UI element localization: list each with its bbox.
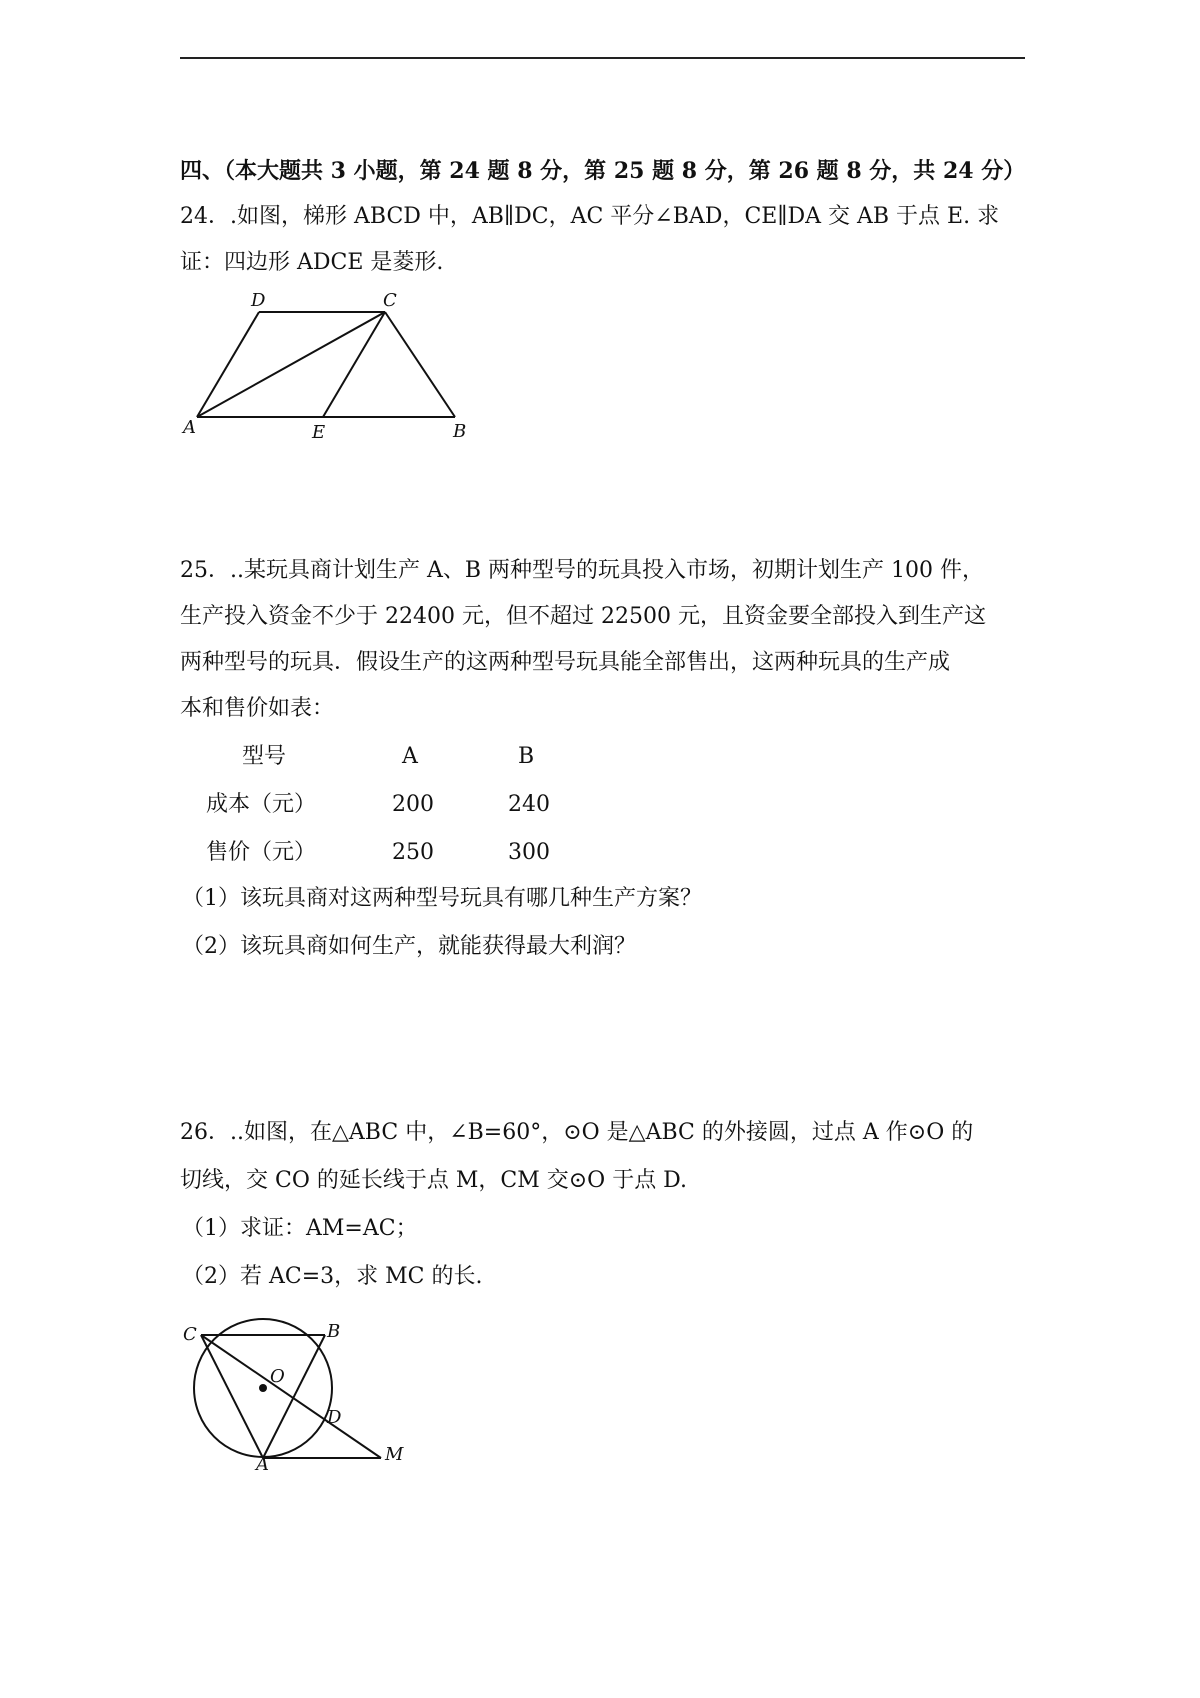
q26-text-line2: 切线，交 CO 的延长线于点 M，CM 交⊙O 于点 D. xyxy=(180,1168,688,1193)
q26-label-O: O xyxy=(270,1366,285,1387)
q24-segment-CE xyxy=(323,312,385,417)
q26-label-D: D xyxy=(327,1407,342,1428)
q24-trapezoid-figure xyxy=(175,290,485,440)
q25-text-line3: 两种型号的玩具．假设生产的这两种型号玩具能全部售出，这两种玩具的生产成 xyxy=(180,650,951,675)
table-row-price-b: 300 xyxy=(508,840,550,865)
q26-label-B: B xyxy=(327,1321,341,1342)
q24-label-D: D xyxy=(251,290,266,311)
q26-segment-CM xyxy=(201,1335,381,1458)
q25-sub1: （1）该玩具商对这两种型号玩具有哪几种生产方案？ xyxy=(182,886,702,911)
table-row-price-label: 售价（元） xyxy=(206,840,317,865)
q26-label-M: M xyxy=(385,1444,404,1465)
table-row-cost-a: 200 xyxy=(392,792,434,817)
q26-center-O xyxy=(259,1384,267,1392)
q26-circle-figure xyxy=(175,1310,435,1470)
q25-text-line1: 25．..某玩具商计划生产 A、B 两种型号的玩具投入市场，初期计划生产 100 件， xyxy=(180,558,985,583)
q26-label-C: C xyxy=(183,1324,197,1345)
q24-edge-CB xyxy=(385,312,455,417)
table-row-cost-label: 成本（元） xyxy=(206,792,317,817)
q26-edge-CA xyxy=(201,1335,263,1458)
q24-label-A: A xyxy=(183,417,196,438)
table-header-model: 型号 xyxy=(242,744,287,769)
table-row-price-a: 250 xyxy=(392,840,434,865)
q24-label-C: C xyxy=(383,290,397,311)
table-row-cost-b: 240 xyxy=(508,792,550,817)
top-rule xyxy=(180,57,1025,59)
table-header-b: B xyxy=(518,744,535,769)
q24-label-E: E xyxy=(312,422,326,440)
q24-edge-AD xyxy=(197,312,259,417)
q26-label-A: A xyxy=(256,1454,269,1470)
table-header-a: A xyxy=(402,744,418,769)
q24-label-B: B xyxy=(453,421,467,440)
q26-sub2: （2）若 AC=3，求 MC 的长. xyxy=(182,1264,483,1289)
section-heading: 四、（本大题共 3 小题，第 24 题 8 分，第 25 题 8 分，第 26 题 8 分，共 24 分） xyxy=(180,158,1026,184)
q25-text-line2: 生产投入资金不少于 22400 元，但不超过 22500 元，且资金要全部投入到生产这 xyxy=(180,604,986,629)
q26-text-line1: 26．..如图，在△ABC 中，∠B=60°，⊙O 是△ABC 的外接圆，过点 A 作⊙O 的 xyxy=(180,1120,974,1145)
q25-sub2: （2）该玩具商如何生产，就能获得最大利润？ xyxy=(182,934,636,959)
q26-sub1: （1）求证：AM=AC； xyxy=(182,1216,418,1241)
q24-text-line2: 证：四边形 ADCE 是菱形. xyxy=(180,250,444,275)
q25-text-line4: 本和售价如表： xyxy=(180,696,335,721)
q26-edge-BA xyxy=(263,1335,325,1458)
q24-text-line1: 24．.如图，梯形 ABCD 中，AB∥DC，AC 平分∠BAD，CE∥DA 交 AB 于点 E. 求 xyxy=(180,204,1000,229)
q24-diagonal-AC xyxy=(197,312,385,417)
